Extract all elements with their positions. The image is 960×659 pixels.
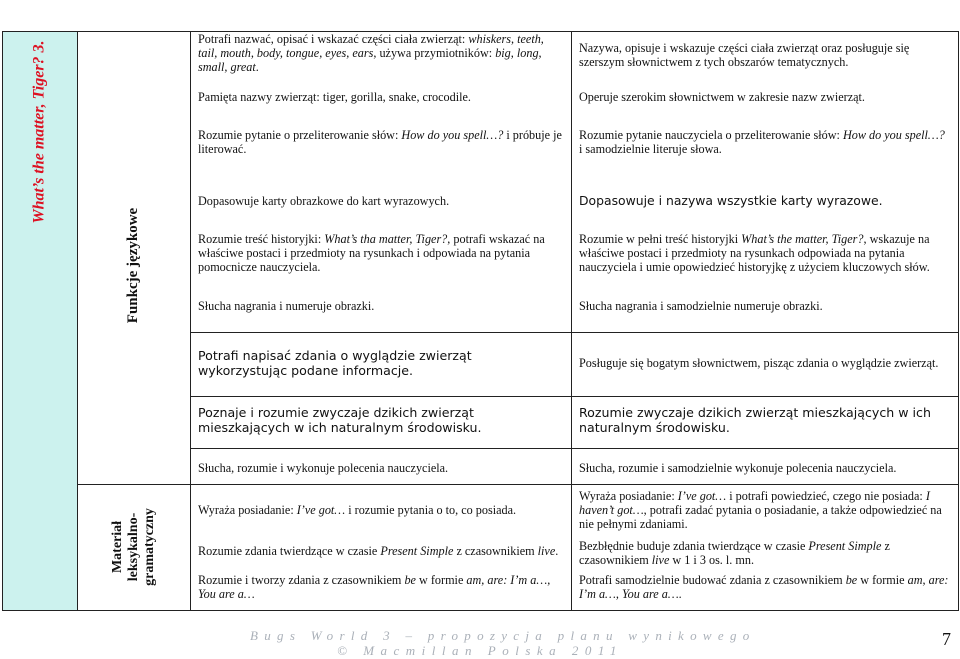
border-left — [2, 31, 3, 611]
row-10-left: Wyraża posiadanie: I’ve got… i rozumie pytania o to, co posiada. — [198, 503, 517, 517]
row-11-left: Rozumie zdania twierdzące w czasie Present Simple z czasownikiem live. — [198, 544, 559, 558]
chapter-title-wrap — [2, 32, 77, 232]
row-12-left: Rozumie i tworzy zdania z czasownikiem be w formie am, are: I’m a…, You are a… — [198, 573, 551, 601]
border-col3 — [571, 31, 572, 611]
row-2-right: Operuje szerokim słownictwem w zakresie nazw zwierząt. — [579, 90, 865, 104]
group-lexical-grammar-wrap — [78, 484, 190, 610]
row-divider-1 — [190, 332, 959, 333]
row-2-left: Pamięta nazwy zwierząt: tiger, gorilla, snake, crocodile. — [198, 90, 471, 104]
row-divider-3 — [190, 448, 959, 449]
row-4-left: Dopasowuje karty obrazkowe do kart wyrazowych. — [198, 194, 450, 208]
row-divider-2 — [190, 396, 959, 397]
group-lexical-grammar: Materiał leksykalno-gramatyczny — [110, 508, 157, 586]
row-3-right: Rozumie pytanie nauczyciela o przeliterowanie słów: How do you spell…? i samodzielnie literuje słowa. — [579, 128, 945, 156]
row-9-right: Słucha, rozumie i samodzielnie wykonuje polecenia nauczyciela. — [579, 461, 897, 475]
row-12-right: Potrafi samodzielnie budować zdania z czasownikiem be w formie am, are: I’m a…, You are a…. — [579, 573, 949, 601]
row-divider-4 — [77, 484, 959, 485]
row-11-right: Bezbłędnie buduje zdania twierdzące w czasie Present Simple z czasownikiem live w 1 i 3 os. l. mn. — [579, 539, 890, 567]
table-bottom-border — [2, 610, 959, 611]
row-1-right: Nazywa, opisuje i wskazuje części ciała zwierząt oraz posługuje się szerszym słownictwem z tych obszarów tematycznych. — [579, 41, 910, 69]
border-col1 — [77, 31, 78, 611]
row-7-right: Posługuje się bogatym słownictwem, pisząc zdania o wyglądzie zwierząt. — [579, 356, 939, 370]
footer-title: Bugs World 3 – propozycja planu wynikowego — [250, 628, 756, 643]
row-8-left: Poznaje i rozumie zwyczaje dzikich zwierząt mieszkających w ich naturalnym środowisku. — [198, 405, 482, 435]
row-5-right: Rozumie w pełni treść historyjki What’s the matter, Tiger?, wskazuje na właściwe postaci i przedmioty na rysunkach odpowiada na pytania nauczyciela i umie opowiedzieć historyjkę z użyciem kluczowych słów. — [579, 232, 930, 274]
row-8-right: Rozumie zwyczaje dzikich zwierząt mieszkających w ich naturalnym środowisku. — [579, 405, 931, 435]
group-language-functions: Funkcje językowe — [125, 207, 142, 323]
group-language-functions-wrap — [78, 110, 190, 420]
row-10-right: Wyraża posiadanie: I’ve got… i potrafi powiedzieć, czego nie posiada: I haven’t got…, potrafi zadać pytania o posiadanie, a także odpowiedzieć na nie pełnymi zdaniami. — [579, 489, 942, 531]
row-6-right: Słucha nagrania i samodzielnie numeruje obrazki. — [579, 299, 823, 313]
chapter-title: What’s the matter, Tiger? 3. — [30, 40, 48, 224]
footer-copyright: © Macmillan Polska 2011 — [337, 643, 623, 658]
row-1-left: Potrafi nazwać, opisać i wskazać części ciała zwierząt: whiskers, teeth, tail, mouth, body, tongue, eyes, ears, używa przymiotników: big, long, small, great. — [198, 32, 544, 74]
border-right — [958, 31, 959, 611]
row-6-left: Słucha nagrania i numeruje obrazki. — [198, 299, 375, 313]
row-9-left: Słucha, rozumie i wykonuje polecenia nauczyciela. — [198, 461, 449, 475]
page-number: 7 — [942, 629, 951, 649]
row-5-left: Rozumie treść historyjki: What’s tha matter, Tiger?, potrafi wskazać na właściwe postaci i przedmioty na rysunkach i odpowiada na pytania pomocnicze nauczyciela. — [198, 232, 545, 274]
row-3-left: Rozumie pytanie o przeliterowanie słów: How do you spell…? i próbuje je literować. — [198, 128, 562, 156]
row-7-left: Potrafi napisać zdania o wyglądzie zwierząt wykorzystując podane informacje. — [198, 348, 472, 378]
row-4-right: Dopasowuje i nazywa wszystkie karty wyrazowe. — [579, 193, 883, 208]
border-col2 — [190, 31, 191, 611]
